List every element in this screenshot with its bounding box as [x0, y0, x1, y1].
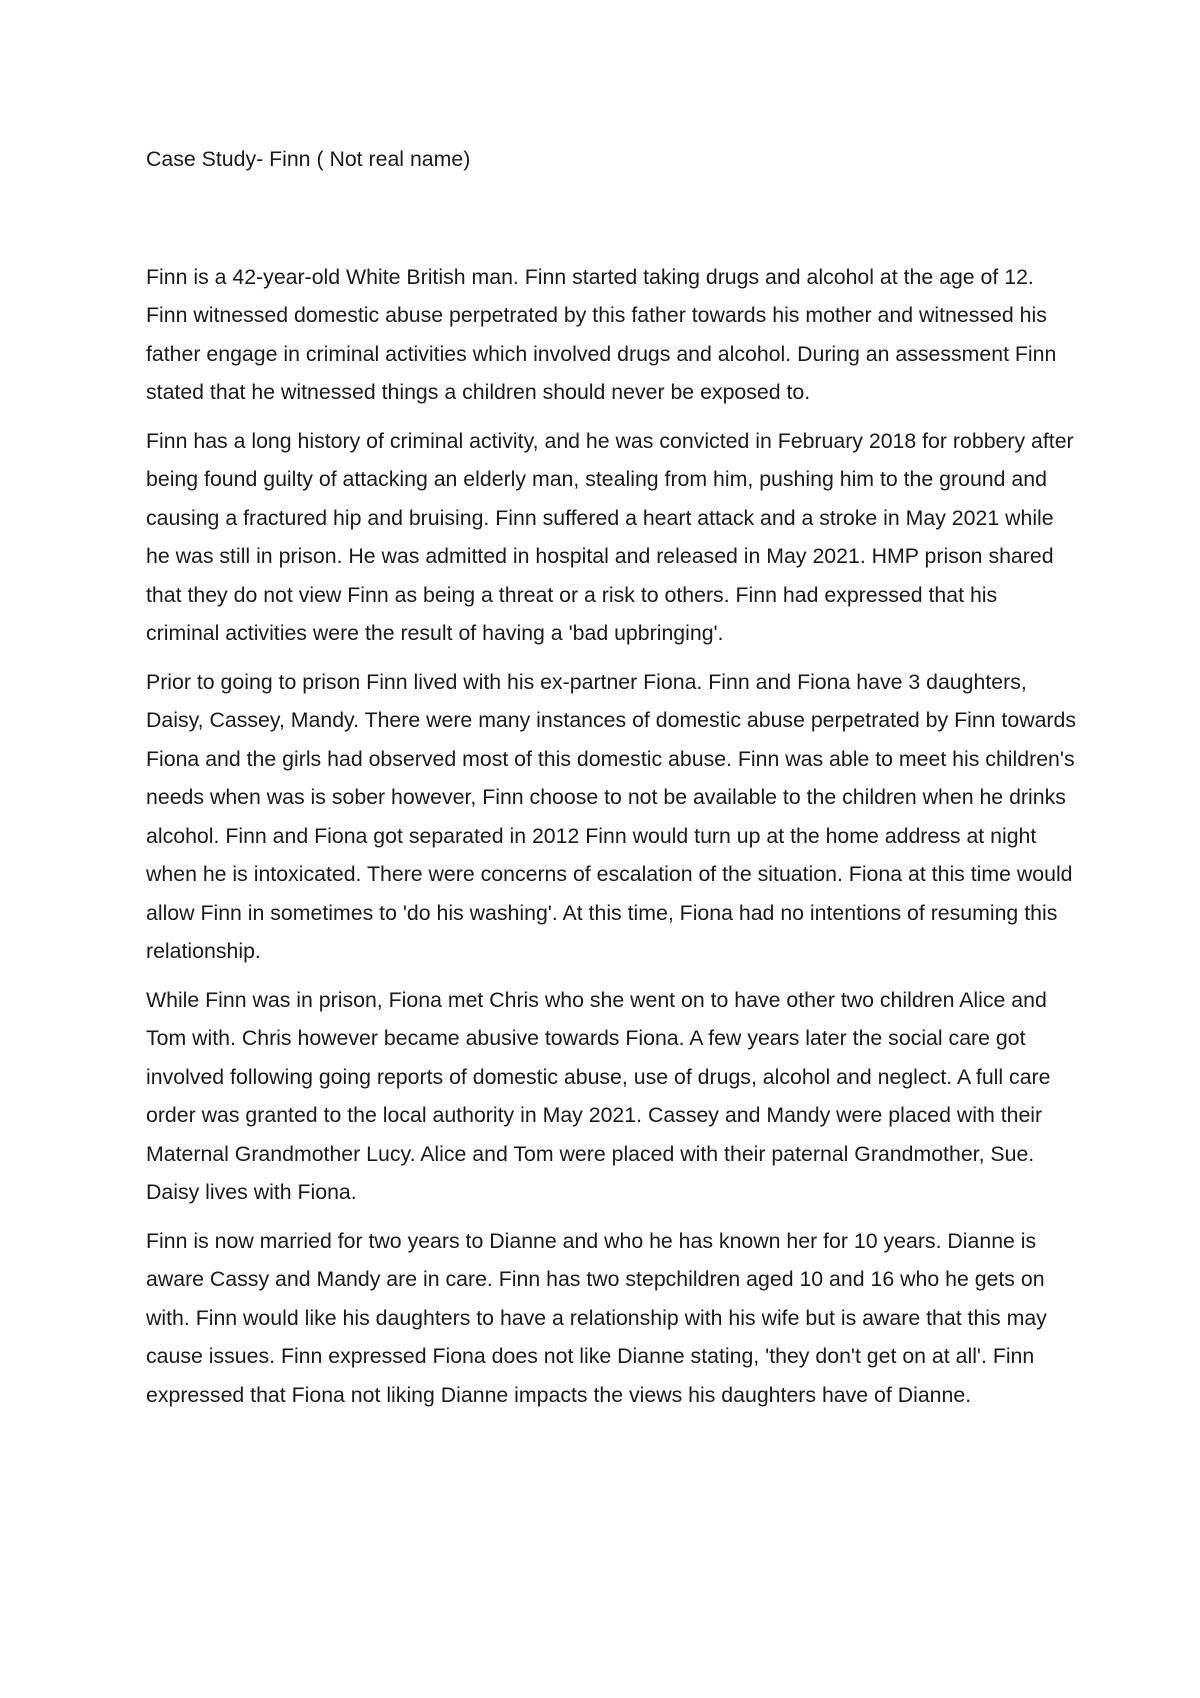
- document-body: [146, 140, 1076, 1414]
- paragraph-family-relationship: Prior to going to prison Finn lived with his ex-partner Fiona. Finn and Fiona have 3 daughters, Daisy, Cassey, Mandy. There were many instances of domestic abuse perpetrated by Finn towards Fiona and the girls had observed most of this domestic abuse. Finn was able to meet his children's needs when was is sober however, Finn choose to not be available to the children when he drinks alcohol. Finn and Fiona got separated in 2012 Finn would turn up at the home address at night when he is intoxicated. There were concerns of escalation of the situation. Fiona at this time would allow Finn in sometimes to 'do his washing'. At this time, Fiona had no intentions of resuming this relationship.: [146, 669, 1077, 963]
- paragraph-background: Finn is a 42-year-old White British man. Finn started taking drugs and alcohol at the age of 12. Finn witnessed domestic abuse perpetrated by this father towards his mother and witnessed his father engage in criminal activities which involved drugs and alcohol. During an assessment Finn stated that he witnessed things a children should never be exposed to.: [146, 264, 1057, 404]
- document-title: Case Study- Finn ( Not real name): [146, 147, 471, 171]
- paragraph-social-care: While Finn was in prison, Fiona met Chris who she went on to have other two children Alice and Tom with. Chris however became abusive towards Fiona. A few years later the social care got involved following going reports of domestic abuse, use of drugs, alcohol and neglect. A full care order was granted to the local authority in May 2021. Cassey and Mandy were placed with their Maternal Grandmother Lucy. Alice and Tom were placed with their paternal Grandmother, Sue. Daisy lives with Fiona.: [146, 987, 1051, 1204]
- paragraph-current-marriage: Finn is now married for two years to Dianne and who he has known her for 10 years. Dianne is aware Cassy and Mandy are in care. Finn has two stepchildren aged 10 and 16 who he gets on with. Finn would like his daughters to have a relationship with his wife but is aware that this may cause issues. Finn expressed Fiona does not like Dianne stating, 'they don't get on at all'. Finn expressed that Fiona not liking Dianne impacts the views his daughters have of Dianne.: [146, 1228, 1047, 1407]
- paragraph-criminal-history: Finn has a long history of criminal activity, and he was convicted in February 2018 for robbery after being found guilty of attacking an elderly man, stealing from him, pushing him to the ground and causing a fractured hip and bruising. Finn suffered a heart attack and a stroke in May 2021 while he was still in prison. He was admitted in hospital and released in May 2021. HMP prison shared that they do not view Finn as being a threat or a risk to others. Finn had expressed that his criminal activities were the result of having a 'bad upbringing'.: [146, 428, 1074, 645]
